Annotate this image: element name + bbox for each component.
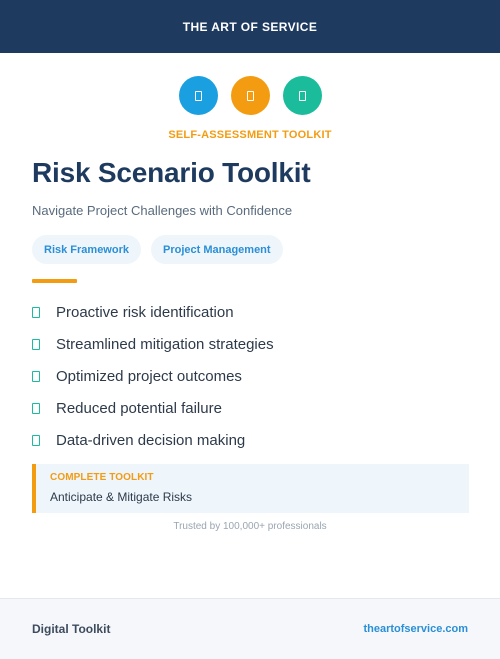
feature-item [32,296,274,328]
brand-name: THE ART OF SERVICE [182,19,318,34]
trust-note: Trusted by 100,000+ professionals [173,521,327,532]
callout-text: Anticipate & Mitigate Risks [50,490,193,504]
feature-text: Data-driven decision making [56,431,246,449]
document-icon [299,91,306,101]
website-link[interactable]: theartofservice.com [363,623,468,635]
feature-text: Optimized project outcomes [56,367,242,385]
check-icon [32,403,40,414]
document-icon [195,91,202,101]
feature-item [32,392,274,424]
tag-list [32,235,283,264]
feature-list [32,296,274,456]
callout-label: COMPLETE TOOLKIT [50,472,154,483]
check-icon [32,307,40,318]
check-icon [32,371,40,382]
page-title: Risk Scenario Toolkit [32,157,311,188]
tag-risk-framework: Risk Framework [32,235,141,264]
feature-text: Proactive risk identification [56,303,234,321]
page-subtitle: Navigate Project Challenges with Confidence [32,203,293,218]
toolkit-callout [32,464,469,513]
check-icon [32,435,40,446]
accent-divider [32,279,77,283]
icon-circle-blue [179,76,218,115]
feature-item [32,328,274,360]
check-icon [32,339,40,350]
feature-item [32,424,274,456]
feature-text: Streamlined mitigation strategies [56,335,274,353]
eyebrow-label: SELF-ASSESSMENT TOOLKIT [168,129,332,141]
feature-item [32,360,274,392]
icon-circle-teal [283,76,322,115]
icon-row [0,76,500,115]
footer-bar [0,598,500,659]
icon-circle-orange [231,76,270,115]
tag-project-management: Project Management [151,235,283,264]
header-bar [0,0,500,53]
feature-text: Reduced potential failure [56,399,222,417]
footer-label: Digital Toolkit [32,622,111,636]
document-icon [247,91,254,101]
